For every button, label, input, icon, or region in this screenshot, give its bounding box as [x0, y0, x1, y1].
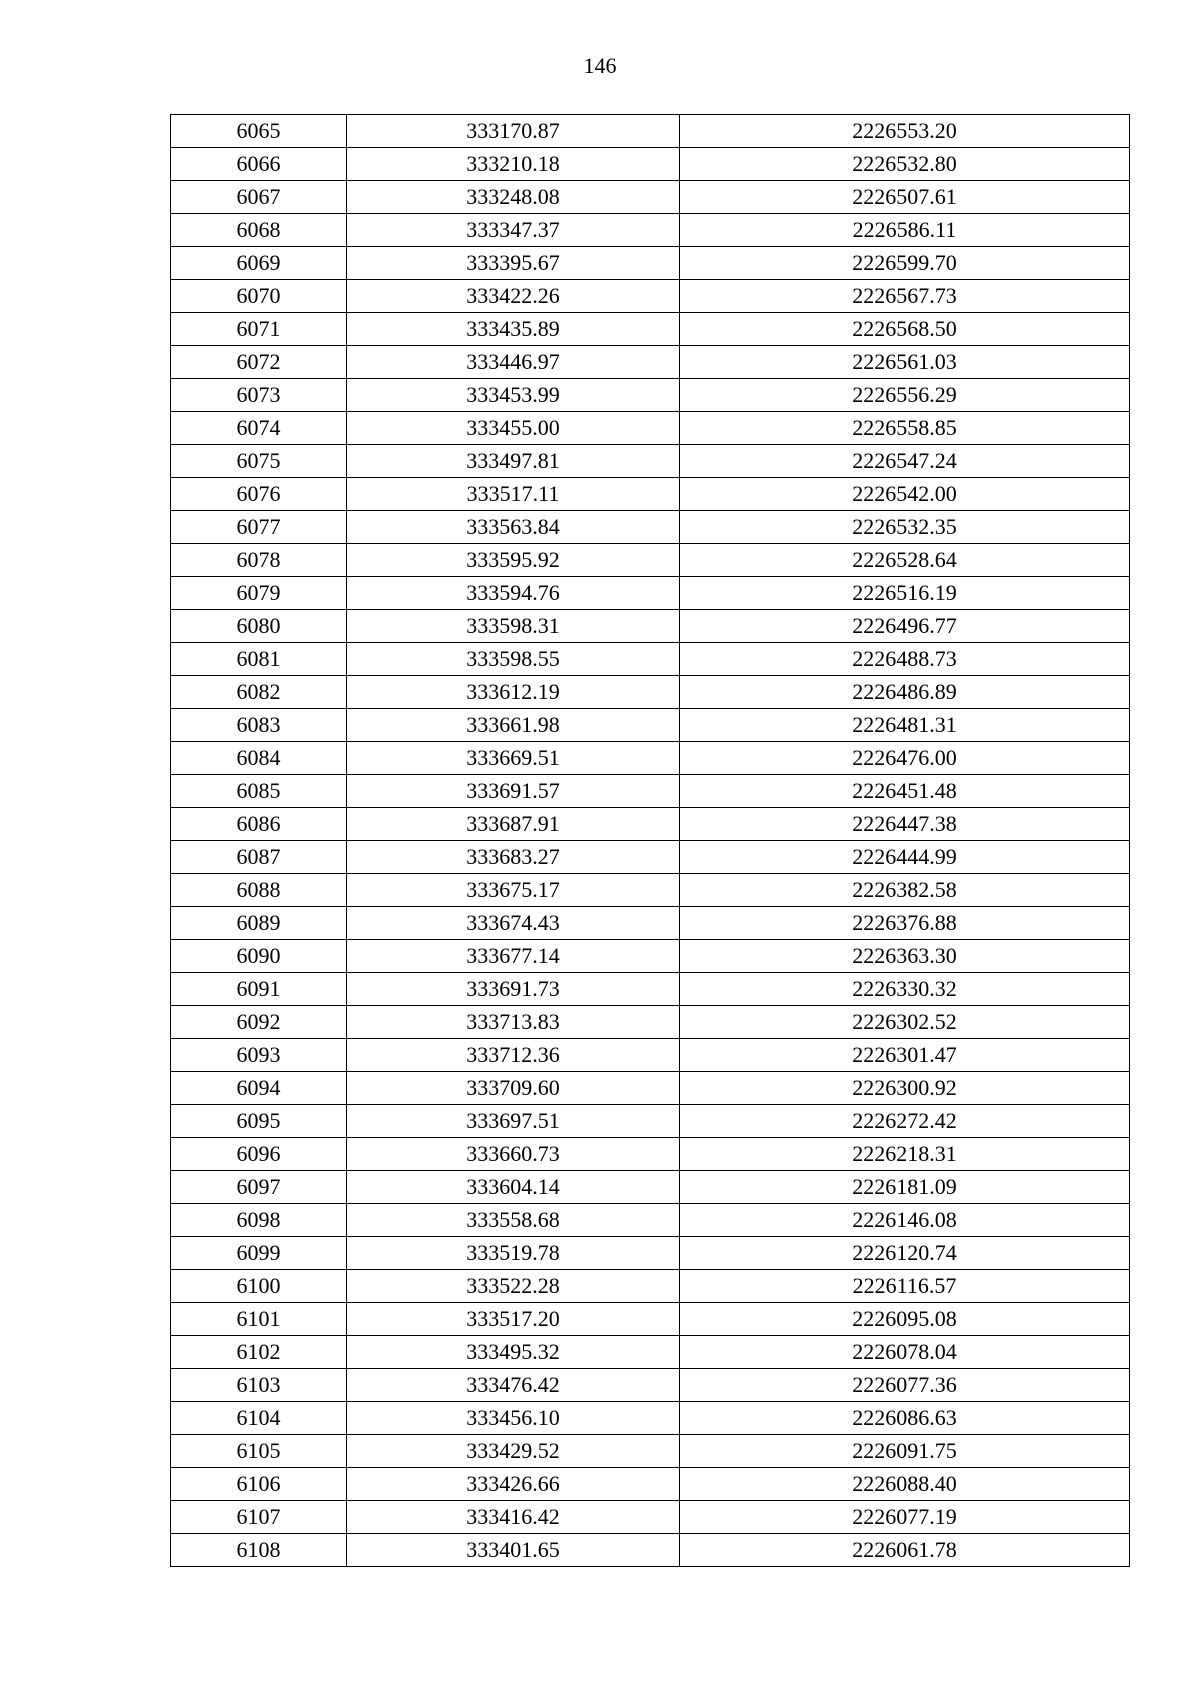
y-coordinate-cell: 2226561.03	[680, 346, 1130, 379]
table-row	[171, 874, 1130, 907]
point-number-cell: 6075	[171, 445, 347, 478]
y-coordinate-cell: 2226061.78	[680, 1534, 1130, 1567]
y-coordinate-cell: 2226486.89	[680, 676, 1130, 709]
x-coordinate-cell: 333435.89	[347, 313, 680, 346]
y-coordinate-cell: 2226547.24	[680, 445, 1130, 478]
x-coordinate-cell: 333519.78	[347, 1237, 680, 1270]
y-coordinate-cell: 2226181.09	[680, 1171, 1130, 1204]
table-row	[171, 115, 1130, 148]
point-number-cell: 6089	[171, 907, 347, 940]
point-number-cell: 6093	[171, 1039, 347, 1072]
point-number-cell: 6096	[171, 1138, 347, 1171]
point-number-cell: 6081	[171, 643, 347, 676]
x-coordinate-cell: 333595.92	[347, 544, 680, 577]
x-coordinate-cell: 333660.73	[347, 1138, 680, 1171]
table-row	[171, 742, 1130, 775]
table-row	[171, 1468, 1130, 1501]
y-coordinate-cell: 2226528.64	[680, 544, 1130, 577]
table-row	[171, 1138, 1130, 1171]
point-number-cell: 6068	[171, 214, 347, 247]
x-coordinate-cell: 333674.43	[347, 907, 680, 940]
point-number-cell: 6085	[171, 775, 347, 808]
y-coordinate-cell: 2226078.04	[680, 1336, 1130, 1369]
point-number-cell: 6072	[171, 346, 347, 379]
y-coordinate-cell: 2226567.73	[680, 280, 1130, 313]
x-coordinate-cell: 333522.28	[347, 1270, 680, 1303]
y-coordinate-cell: 2226568.50	[680, 313, 1130, 346]
point-number-cell: 6082	[171, 676, 347, 709]
y-coordinate-cell: 2226481.31	[680, 709, 1130, 742]
table-row	[171, 1237, 1130, 1270]
x-coordinate-cell: 333598.31	[347, 610, 680, 643]
x-coordinate-cell: 333669.51	[347, 742, 680, 775]
table-row	[171, 412, 1130, 445]
table-row	[171, 445, 1130, 478]
y-coordinate-cell: 2226447.38	[680, 808, 1130, 841]
y-coordinate-cell: 2226599.70	[680, 247, 1130, 280]
point-number-cell: 6108	[171, 1534, 347, 1567]
table-row	[171, 1039, 1130, 1072]
table-row	[171, 1501, 1130, 1534]
x-coordinate-cell: 333687.91	[347, 808, 680, 841]
point-number-cell: 6101	[171, 1303, 347, 1336]
table-row	[171, 1303, 1130, 1336]
coordinates-table-body	[171, 115, 1130, 1567]
point-number-cell: 6097	[171, 1171, 347, 1204]
table-row	[171, 1336, 1130, 1369]
x-coordinate-cell: 333429.52	[347, 1435, 680, 1468]
point-number-cell: 6094	[171, 1072, 347, 1105]
point-number-cell: 6079	[171, 577, 347, 610]
point-number-cell: 6077	[171, 511, 347, 544]
point-number-cell: 6092	[171, 1006, 347, 1039]
x-coordinate-cell: 333456.10	[347, 1402, 680, 1435]
table-row	[171, 610, 1130, 643]
y-coordinate-cell: 2226116.57	[680, 1270, 1130, 1303]
point-number-cell: 6076	[171, 478, 347, 511]
table-row	[171, 1369, 1130, 1402]
table-row	[171, 478, 1130, 511]
y-coordinate-cell: 2226507.61	[680, 181, 1130, 214]
x-coordinate-cell: 333598.55	[347, 643, 680, 676]
x-coordinate-cell: 333453.99	[347, 379, 680, 412]
table-row	[171, 643, 1130, 676]
table-row	[171, 940, 1130, 973]
y-coordinate-cell: 2226088.40	[680, 1468, 1130, 1501]
table-row	[171, 247, 1130, 280]
point-number-cell: 6087	[171, 841, 347, 874]
point-number-cell: 6074	[171, 412, 347, 445]
y-coordinate-cell: 2226558.85	[680, 412, 1130, 445]
table-row	[171, 1006, 1130, 1039]
y-coordinate-cell: 2226382.58	[680, 874, 1130, 907]
x-coordinate-cell: 333713.83	[347, 1006, 680, 1039]
y-coordinate-cell: 2226301.47	[680, 1039, 1130, 1072]
x-coordinate-cell: 333677.14	[347, 940, 680, 973]
table-row	[171, 1171, 1130, 1204]
point-number-cell: 6071	[171, 313, 347, 346]
point-number-cell: 6100	[171, 1270, 347, 1303]
table-row	[171, 181, 1130, 214]
x-coordinate-cell: 333416.42	[347, 1501, 680, 1534]
y-coordinate-cell: 2226077.19	[680, 1501, 1130, 1534]
x-coordinate-cell: 333517.20	[347, 1303, 680, 1336]
y-coordinate-cell: 2226586.11	[680, 214, 1130, 247]
y-coordinate-cell: 2226496.77	[680, 610, 1130, 643]
x-coordinate-cell: 333691.57	[347, 775, 680, 808]
point-number-cell: 6083	[171, 709, 347, 742]
x-coordinate-cell: 333347.37	[347, 214, 680, 247]
x-coordinate-cell: 333661.98	[347, 709, 680, 742]
point-number-cell: 6106	[171, 1468, 347, 1501]
point-number-cell: 6067	[171, 181, 347, 214]
point-number-cell: 6104	[171, 1402, 347, 1435]
table-row	[171, 280, 1130, 313]
table-row	[171, 709, 1130, 742]
point-number-cell: 6090	[171, 940, 347, 973]
y-coordinate-cell: 2226488.73	[680, 643, 1130, 676]
table-row	[171, 775, 1130, 808]
y-coordinate-cell: 2226077.36	[680, 1369, 1130, 1402]
y-coordinate-cell: 2226095.08	[680, 1303, 1130, 1336]
table-row	[171, 676, 1130, 709]
table-row	[171, 1204, 1130, 1237]
table-row	[171, 841, 1130, 874]
point-number-cell: 6099	[171, 1237, 347, 1270]
y-coordinate-cell: 2226146.08	[680, 1204, 1130, 1237]
x-coordinate-cell: 333446.97	[347, 346, 680, 379]
point-number-cell: 6069	[171, 247, 347, 280]
table-row	[171, 346, 1130, 379]
x-coordinate-cell: 333426.66	[347, 1468, 680, 1501]
point-number-cell: 6098	[171, 1204, 347, 1237]
table-row	[171, 577, 1130, 610]
x-coordinate-cell: 333612.19	[347, 676, 680, 709]
table-row	[171, 1402, 1130, 1435]
x-coordinate-cell: 333170.87	[347, 115, 680, 148]
y-coordinate-cell: 2226451.48	[680, 775, 1130, 808]
y-coordinate-cell: 2226532.80	[680, 148, 1130, 181]
page-number: 146	[583, 53, 617, 78]
y-coordinate-cell: 2226376.88	[680, 907, 1130, 940]
x-coordinate-cell: 333697.51	[347, 1105, 680, 1138]
y-coordinate-cell: 2226120.74	[680, 1237, 1130, 1270]
y-coordinate-cell: 2226553.20	[680, 115, 1130, 148]
y-coordinate-cell: 2226300.92	[680, 1072, 1130, 1105]
coordinates-table	[170, 114, 1130, 1567]
point-number-cell: 6103	[171, 1369, 347, 1402]
x-coordinate-cell: 333497.81	[347, 445, 680, 478]
x-coordinate-cell: 333604.14	[347, 1171, 680, 1204]
point-number-cell: 6078	[171, 544, 347, 577]
x-coordinate-cell: 333422.26	[347, 280, 680, 313]
x-coordinate-cell: 333563.84	[347, 511, 680, 544]
x-coordinate-cell: 333683.27	[347, 841, 680, 874]
table-row	[171, 1435, 1130, 1468]
x-coordinate-cell: 333594.76	[347, 577, 680, 610]
x-coordinate-cell: 333709.60	[347, 1072, 680, 1105]
table-row	[171, 379, 1130, 412]
y-coordinate-cell: 2226272.42	[680, 1105, 1130, 1138]
point-number-cell: 6070	[171, 280, 347, 313]
y-coordinate-cell: 2226086.63	[680, 1402, 1130, 1435]
y-coordinate-cell: 2226556.29	[680, 379, 1130, 412]
y-coordinate-cell: 2226542.00	[680, 478, 1130, 511]
x-coordinate-cell: 333401.65	[347, 1534, 680, 1567]
point-number-cell: 6107	[171, 1501, 347, 1534]
table-row	[171, 511, 1130, 544]
x-coordinate-cell: 333495.32	[347, 1336, 680, 1369]
table-row	[171, 1072, 1130, 1105]
x-coordinate-cell: 333675.17	[347, 874, 680, 907]
y-coordinate-cell: 2226302.52	[680, 1006, 1130, 1039]
x-coordinate-cell: 333248.08	[347, 181, 680, 214]
y-coordinate-cell: 2226363.30	[680, 940, 1130, 973]
table-row	[171, 973, 1130, 1006]
point-number-cell: 6088	[171, 874, 347, 907]
point-number-cell: 6084	[171, 742, 347, 775]
point-number-cell: 6073	[171, 379, 347, 412]
x-coordinate-cell: 333476.42	[347, 1369, 680, 1402]
x-coordinate-cell: 333712.36	[347, 1039, 680, 1072]
y-coordinate-cell: 2226476.00	[680, 742, 1130, 775]
x-coordinate-cell: 333210.18	[347, 148, 680, 181]
table-row	[171, 148, 1130, 181]
point-number-cell: 6086	[171, 808, 347, 841]
x-coordinate-cell: 333517.11	[347, 478, 680, 511]
point-number-cell: 6091	[171, 973, 347, 1006]
y-coordinate-cell: 2226091.75	[680, 1435, 1130, 1468]
x-coordinate-cell: 333691.73	[347, 973, 680, 1006]
point-number-cell: 6065	[171, 115, 347, 148]
point-number-cell: 6066	[171, 148, 347, 181]
point-number-cell: 6105	[171, 1435, 347, 1468]
table-row	[171, 1534, 1130, 1567]
table-row	[171, 1105, 1130, 1138]
x-coordinate-cell: 333455.00	[347, 412, 680, 445]
table-row	[171, 907, 1130, 940]
table-row	[171, 1270, 1130, 1303]
y-coordinate-cell: 2226516.19	[680, 577, 1130, 610]
x-coordinate-cell: 333558.68	[347, 1204, 680, 1237]
y-coordinate-cell: 2226532.35	[680, 511, 1130, 544]
y-coordinate-cell: 2226330.32	[680, 973, 1130, 1006]
table-row	[171, 544, 1130, 577]
x-coordinate-cell: 333395.67	[347, 247, 680, 280]
point-number-cell: 6102	[171, 1336, 347, 1369]
table-row	[171, 313, 1130, 346]
point-number-cell: 6095	[171, 1105, 347, 1138]
y-coordinate-cell: 2226444.99	[680, 841, 1130, 874]
table-row	[171, 214, 1130, 247]
point-number-cell: 6080	[171, 610, 347, 643]
y-coordinate-cell: 2226218.31	[680, 1138, 1130, 1171]
table-row	[171, 808, 1130, 841]
